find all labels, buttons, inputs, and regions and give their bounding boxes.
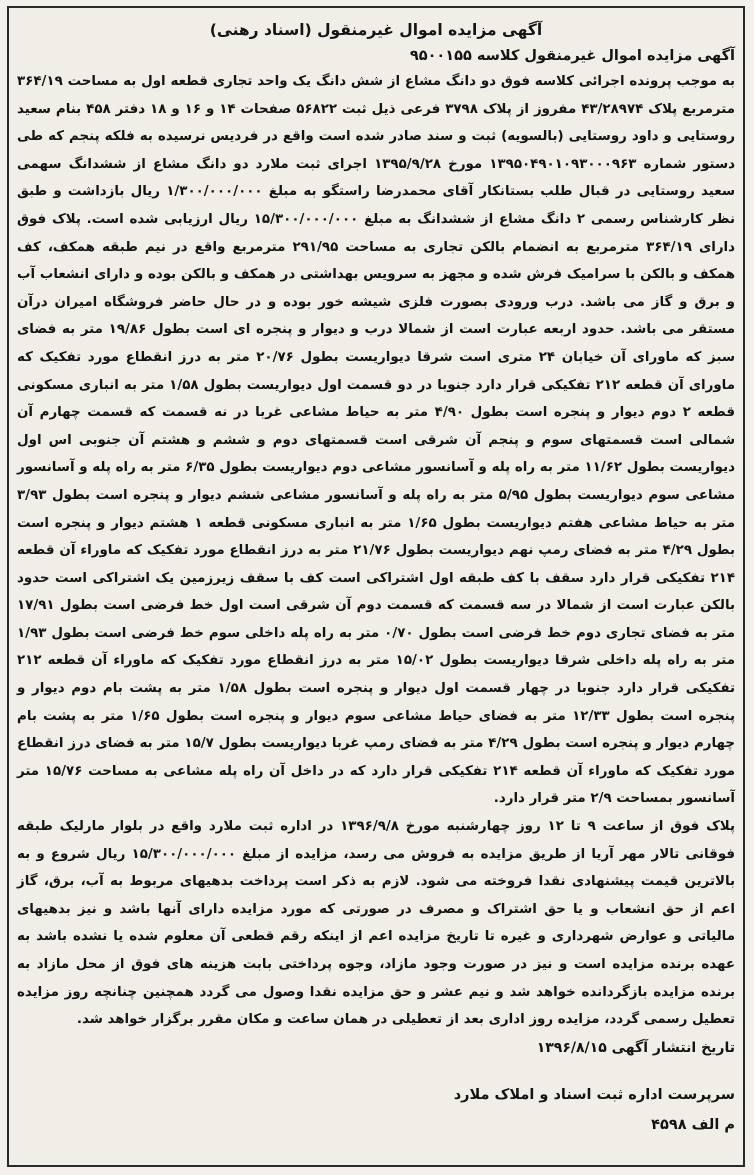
publication-date: تاریخ انتشار آگهی ۱۳۹۶/۸/۱۵ xyxy=(536,1039,735,1056)
auction-terms: پلاک فوق از ساعت ۹ تا ۱۲ روز چهارشنبه مورخ ۱۳۹۶/۹/۸ در اداره ثبت ملارد واقع در بلوار مارلیک طبقه فوقانی تالار مهر آریا از طریق مزایده به فروش می رسد، مزایده از مبلغ ۱۵/۳۰۰/۰۰۰/۰۰۰ ریال شروع و به بالاترین قیمت پیشنهادی نقدا فروخته می شود. لازم به ذکر است پرداخت بدهیهای مربوط به آب، برق، گاز اعم از حق انشعاب و یا حق اشتراک و مصرف در صورتی که مورد مزایده دارای آنها باشد و نیز بدهیهای مالیاتی و عوارض شهرداری و غیره تا تاریخ مزایده اعم از اینکه رقم قطعی آن معلوم شده یا نشده باشد به عهده برنده مزایده است و نیز در صورت وجود مازاد، وجوه پرداختی بابت هزینه های فوق از محل مازاد به برنده مزایده بازگردانده خواهد شد و نیم عشر و حق مزایده نقدا وصول می گردد همچنین چنانچه روز مزایده تعطیل رسمی گردد، مزایده روز اداری بعد از تعطیلی در همان ساعت و مکان مقرر برگزار خواهد شد. xyxy=(17,819,736,1028)
notice-reference-number: م الف ۴۵۹۸ xyxy=(651,1116,735,1133)
notice-content xyxy=(17,18,735,1157)
property-description: به موجب پرونده اجرائی کلاسه فوق دو دانگ مشاع از شش دانگ یک واحد تجاری قطعه اول به مساحت ۳۶۴/۱۹ مترمربع پلاک ۴۳/۲۸۹۷۴ مفروز از پلاک ۳۷۹۸ فرعی ذیل ثبت ۵۶۸۲۲ صفحات ۱۴ و ۱۶ و ۱۸ دفتر ۴۵۸ بنام سعید روستایی و داود روستایی (بالسویه) ثبت و سند صادر شده است واقع در فردیس نرسیده به فلکه پنجم که طی دستور شماره ۱۳۹۵۰۴۹۰۱۰۹۳۰۰۰۹۶۳ مورخ ۱۳۹۵/۹/۲۸ اجرای ثبت ملارد دو دانگ مشاع از ششدانگ سهمی سعید روستایی در قبال طلب بستانکار آقای محمدرضا راستگو به مبلغ ۱/۳۰۰/۰۰۰/۰۰۰ ریال بازداشت و طبق نظر کارشناس رسمی ۲ دانگ مشاع از ششدانگ به مبلغ ۱۵/۳۰۰/۰۰۰/۰۰۰ ریال ارزیابی شده است. پلاک فوق دارای ۳۶۴/۱۹ مترمربع به انضمام بالکن تجاری به مساحت ۲۹۱/۹۵ مترمربع واقع در نیم طبقه همکف، کف همکف و بالکن با سرامیک فرش شده و مجهز به سرویس بهداشتی در همکف و بالکن بوده و دارای انشعاب آب و برق و گاز می باشد. درب ورودی بصورت فلزی شیشه خور بوده و در حال حاضر فروشگاه امیران درآن مستقر می باشد. حدود اربعه عبارت است از شمالا درب و دیوار و پنجره ای است بطول ۱۹/۸۶ متر به فضای سبز که ماورای آن خیابان ۲۴ متری است شرقا دیواریست بطول ۲۰/۷۶ متر به درز انقطاع مورد تفکیک که ماورای آن قطعه ۲۱۲ تفکیکی قرار دارد جنوبا در دو قسمت اول دیواریست بطول ۱/۵۸ متر به انباری مسکونی قطعه ۲ دوم دیوار و پنجره است بطول ۴/۹۰ متر به حیاط مشاعی غربا در نه قسمت که قسمت چهارم آن شمالی است قسمتهای سوم و پنجم آن شرقی است قسمتهای دوم و ششم و هشتم آن جنوبی اس اول دیواریست بطول ۱۱/۶۲ متر به راه پله و آسانسور مشاعی دوم دیواریست بطول ۶/۳۵ متر به راه پله و آسانسور مشاعی سوم دیواریست بطول ۵/۹۵ متر به راه پله و آسانسور مشاعی ششم دیوار و پنجره است بطول ۳/۹۳ متر به حیاط مشاعی هفتم دیواریست بطول ۱/۶۵ متر به انباری مسکونی قطعه ۱ هشتم دیوار و پنجره است بطول ۴/۲۹ متر به فضای رمپ نهم دیواریست بطول ۲۱/۷۶ متر به درز انقطاع مورد تفکیک که ماوراء آن قطعه ۲۱۴ تفکیکی قرار دارد سقف با کف طبقه اول اشتراکی است کف با سقف زیرزمین یک اشتراکی است حدود بالکن عبارت است از شمالا در سه قسمت که قسمت دوم آن شرقی است اول خط فرضی است بطول ۱۷/۹۱ متر به فضای تجاری دوم خط فرضی است بطول ۰/۷۰ متر به راه پله داخلی سوم خط فرضی است بطول ۱/۹۳ متر به راه پله داخلی شرقا دیواریست بطول ۱۵/۰۲ متر به درز انقطاع مورد تفکیک که ماوراء آن قطعه ۲۱۲ تفکیکی قرار دارد جنوبا در چهار قسمت اول دیوار و پنجره است بطول ۱/۵۸ متر به پشت بام دوم دیوار و پنجره است بطول ۱۲/۳۳ متر به فضای حیاط مشاعی سوم دیوار و پنجره است بطول ۱/۶۵ متر به پشت بام چهارم دیوار و پنجره است بطول ۴/۲۹ متر به فضای رمپ غربا دیواریست بطول ۱۵/۷ متر به فضای درز انقطاع مورد تفکیک که ماوراء آن قطعه ۲۱۴ تفکیکی قرار دارد که در داخل آن راه پله مشاعی به مساحت ۱۵/۷۶ متر آسانسور بمساحت ۲/۹ متر قرار دارد. xyxy=(17,74,736,807)
signatory-title: سرپرست اداره ثبت اسناد و املاک ملارد xyxy=(453,1086,735,1103)
signature-block xyxy=(17,1080,735,1140)
notice-subtitle: آگهی مزایده اموال غیرمنقول کلاسه ۹۵۰۰۱۵۵ xyxy=(409,48,735,64)
notice-frame xyxy=(7,6,745,1167)
notice-title: آگهی مزایده اموال غیرمنقول (اسناد رهنی) xyxy=(209,21,543,39)
